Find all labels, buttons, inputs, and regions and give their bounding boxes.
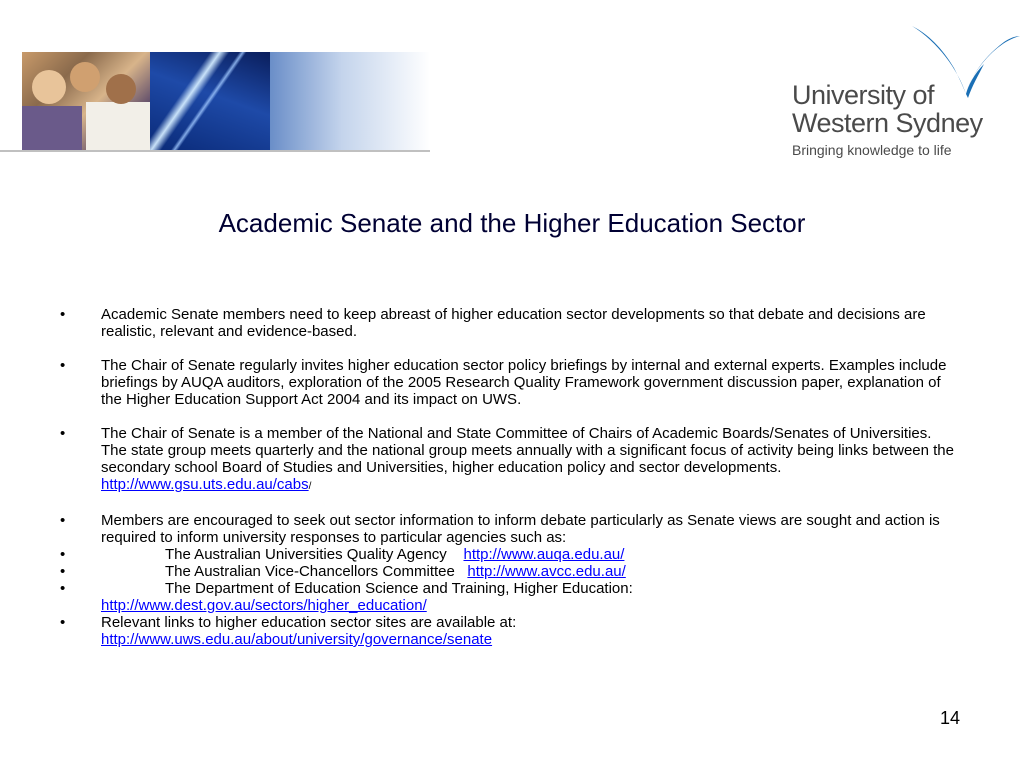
bullet-marker: •: [60, 425, 66, 442]
bullet-text: Members are encouraged to seek out sector information to inform debate particularly as Senate views are sought and action is required to inform university responses to particular agencies such as:: [101, 512, 940, 546]
uws-logo: [790, 24, 1020, 164]
bullet-marker: •: [60, 306, 66, 323]
bullet-marker: •: [60, 580, 66, 597]
banner-divider: [0, 150, 430, 152]
page-number: 14: [940, 708, 961, 728]
uws-senate-link[interactable]: http://www.uws.edu.au/about/university/governance/senate: [101, 631, 493, 648]
logo-line-2: Western Sydney: [792, 108, 983, 138]
link-trailing-slash: /: [308, 481, 312, 492]
bullet-text: The Australian Universities Quality Agency: [165, 546, 447, 563]
list-item: [60, 512, 960, 546]
bullet-text: The Department of Education Science and Training, Higher Education:: [165, 580, 633, 597]
logo-line-1: University of: [792, 80, 935, 110]
bullet-marker: •: [60, 546, 66, 563]
list-item: [60, 425, 960, 495]
bullet-text: The Chair of Senate is a member of the National and State Committee of Chairs of Academic Boards/Senates of Universities. The state group meets quarterly and the national group meets annually with a significant focus of activity being links between the secondary school Board of Studies and Universities, higher education policy and sector developments.: [101, 425, 954, 476]
list-item: [60, 306, 960, 340]
auqa-link[interactable]: http://www.auqa.edu.au/: [463, 546, 625, 563]
bullet-marker: •: [60, 512, 66, 529]
dest-link[interactable]: http://www.dest.gov.au/sectors/higher_education/: [101, 597, 427, 614]
bullet-text: Academic Senate members need to keep abreast of higher education sector developments so that debate and decisions are realistic, relevant and evidence-based.: [101, 306, 926, 340]
avcc-link[interactable]: http://www.avcc.edu.au/: [467, 563, 626, 580]
cabs-link[interactable]: http://www.gsu.uts.edu.au/cabs: [101, 476, 309, 493]
slide-title: Academic Senate and the Higher Education Sector: [218, 208, 806, 238]
list-item: [60, 546, 960, 563]
bullet-marker: •: [60, 563, 66, 580]
bullet-text: Relevant links to higher education sector sites are available at:: [101, 614, 517, 631]
bullet-list: [60, 306, 960, 648]
logo-tagline: Bringing knowledge to life: [792, 142, 952, 158]
light-streak-photo: [150, 52, 270, 150]
banner-fade: [270, 52, 430, 150]
list-item: [60, 563, 960, 580]
bullet-marker: •: [60, 614, 66, 631]
students-photo: [22, 52, 150, 150]
list-item: [60, 614, 960, 648]
bullet-text: The Chair of Senate regularly invites higher education sector policy briefings by internal and external experts. Examples include briefings by AUQA auditors, exploration of the 2005 Research Quality Framework government discussion paper, explanation of the Higher Education Support Act 2004 and its impact on UWS.: [101, 357, 947, 408]
list-item: [60, 580, 960, 614]
list-item: [60, 357, 960, 408]
bullet-marker: •: [60, 357, 66, 374]
header-banner: [0, 52, 430, 150]
bullet-text: The Australian Vice-Chancellors Committee: [165, 563, 455, 580]
